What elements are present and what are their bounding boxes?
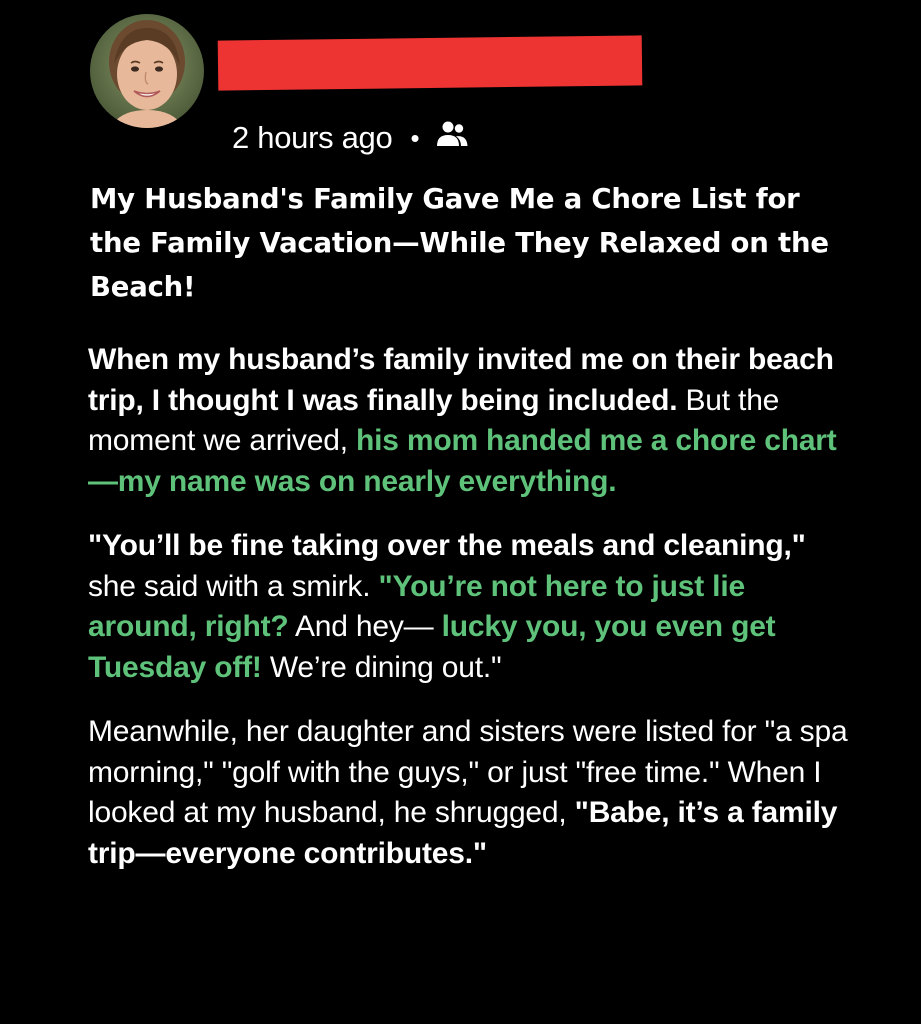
post-body [88,340,848,898]
group-icon [435,120,469,156]
text-run: We’re dining out." [261,650,502,684]
text-run: When my husband’s family invited me on their beach trip, I thought I was finally being included. [88,343,834,417]
highlight-run: his mom handed me a chore chart—my name was on nearly everything. [88,424,837,498]
text-run: "Babe, it’s a family trip—everyone contributes." [88,796,838,870]
meta-separator: • [410,122,420,153]
redacted-author-name [218,35,643,90]
highlight-run: lucky you, you even get Tuesday off! [88,610,776,684]
post-timestamp[interactable]: 2 hours ago [232,120,393,155]
paragraph-1 [88,340,848,502]
highlight-run: "You’re not here to just lie around, right? [88,569,745,643]
post-meta [232,118,469,158]
paragraph-3 [88,712,848,874]
user-avatar-photo-icon [90,14,204,128]
paragraph-2 [88,526,848,688]
author-avatar[interactable] [90,14,204,128]
text-run: "You’ll be fine taking over the meals and cleaning," [88,529,806,562]
text-run: Meanwhile, her daughter and sisters were listed for "a spa morning," "golf with the guys," or just "free time." When I looked at my husband, he shrugged, [88,715,848,829]
text-run: But the moment we arrived, [88,383,780,457]
text-run: And hey— [288,610,442,643]
text-run: she said with a smirk. [88,569,379,603]
post-title: My Husband's Family Gave Me a Chore List for the Family Vacation—While They Relaxed on the Beach! [90,183,829,303]
